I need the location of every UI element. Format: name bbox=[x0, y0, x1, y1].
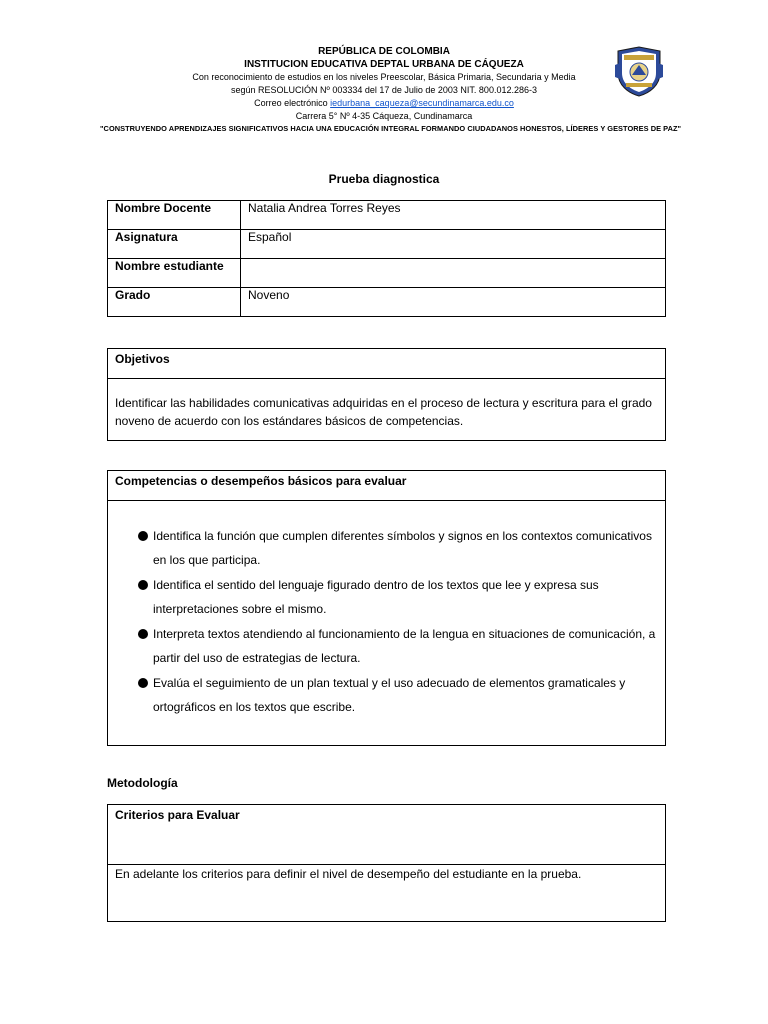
info-value: Español bbox=[241, 230, 666, 259]
info-label: Asignatura bbox=[108, 230, 241, 259]
list-item bbox=[108, 671, 665, 719]
list-item bbox=[108, 573, 665, 621]
competencies-heading: Competencias o desempeños básicos para evaluar bbox=[108, 471, 665, 501]
info-row bbox=[108, 259, 666, 288]
document-title: Prueba diagnostica bbox=[328, 172, 440, 186]
list-item-text: Identifica el sentido del lenguaje figurado dentro de los textos que lee y expresa sus interpretaciones sobre el mismo. bbox=[153, 578, 599, 616]
bullet-icon bbox=[138, 580, 148, 590]
info-value bbox=[241, 259, 666, 288]
info-table bbox=[107, 200, 666, 317]
email-line bbox=[100, 97, 668, 110]
list-item-text: Interpreta textos atendiendo al funcionamiento de la lengua en situaciones de comunicación, a partir del uso de estrategias de lectura. bbox=[153, 627, 656, 665]
criteria-text: En adelante los criterios para definir el nivel de desempeño del estudiante en la prueba. bbox=[115, 867, 582, 881]
info-value: Noveno bbox=[241, 288, 666, 317]
criteria-heading: Criterios para Evaluar bbox=[108, 805, 665, 865]
methodology-heading: Metodología bbox=[107, 776, 178, 790]
email-link[interactable]: iedurbana_caqueza@secundinamarca.edu.co bbox=[330, 98, 514, 108]
list-item bbox=[108, 622, 665, 670]
list-item-text: Evalúa el seguimiento de un plan textual y el uso adecuado de elementos gramaticales y ortográficos en los textos que escribe. bbox=[153, 676, 626, 714]
list-item-text: Identifica la función que cumplen diferentes símbolos y signos en los contextos comunicativos en los que participa. bbox=[153, 529, 652, 567]
country-name: REPÚBLICA DE COLOMBIA bbox=[318, 46, 450, 57]
info-label: Grado bbox=[108, 288, 241, 317]
objectives-box bbox=[107, 348, 666, 441]
info-label: Nombre Docente bbox=[108, 201, 241, 230]
bullet-icon bbox=[138, 678, 148, 688]
letterhead bbox=[100, 45, 682, 135]
competencies-list bbox=[108, 501, 665, 719]
recognition-line: Con reconocimiento de estudios en los niveles Preescolar, Básica Primaria, Secundaria y Media bbox=[192, 72, 576, 82]
competencies-box bbox=[107, 470, 666, 746]
criteria-box bbox=[107, 804, 666, 922]
list-item bbox=[108, 524, 665, 572]
address-line: Carrera 5° Nº 4-35 Cáqueza, Cundinamarca bbox=[295, 111, 473, 121]
email-label: Correo electrónico bbox=[254, 98, 328, 108]
resolution-line: según RESOLUCIÓN Nº 003334 del 17 de Julio de 2003 NIT. 800.012.286-3 bbox=[231, 85, 537, 95]
info-value: Natalia Andrea Torres Reyes bbox=[241, 201, 666, 230]
info-row bbox=[108, 230, 666, 259]
info-row bbox=[108, 288, 666, 317]
bullet-icon bbox=[138, 531, 148, 541]
objectives-heading: Objetivos bbox=[108, 349, 665, 379]
info-label: Nombre estudiante bbox=[108, 259, 241, 288]
bullet-icon bbox=[138, 629, 148, 639]
school-shield-logo bbox=[614, 45, 664, 97]
objectives-text: Identificar las habilidades comunicativas adquiridas en el proceso de lectura y escritura para el grado noveno de acuerdo con los estándares básicos de competencias. bbox=[115, 396, 652, 428]
institution-name: INSTITUCION EDUCATIVA DEPTAL URBANA DE CÁQUEZA bbox=[244, 59, 524, 70]
motto-line: "CONSTRUYENDO APRENDIZAJES SIGNIFICATIVOS HACIA UNA EDUCACIÓN INTEGRAL FORMANDO CIUDADANOS HONESTOS, LÍDERES Y GESTORES DE PAZ" bbox=[100, 124, 682, 133]
info-row bbox=[108, 201, 666, 230]
